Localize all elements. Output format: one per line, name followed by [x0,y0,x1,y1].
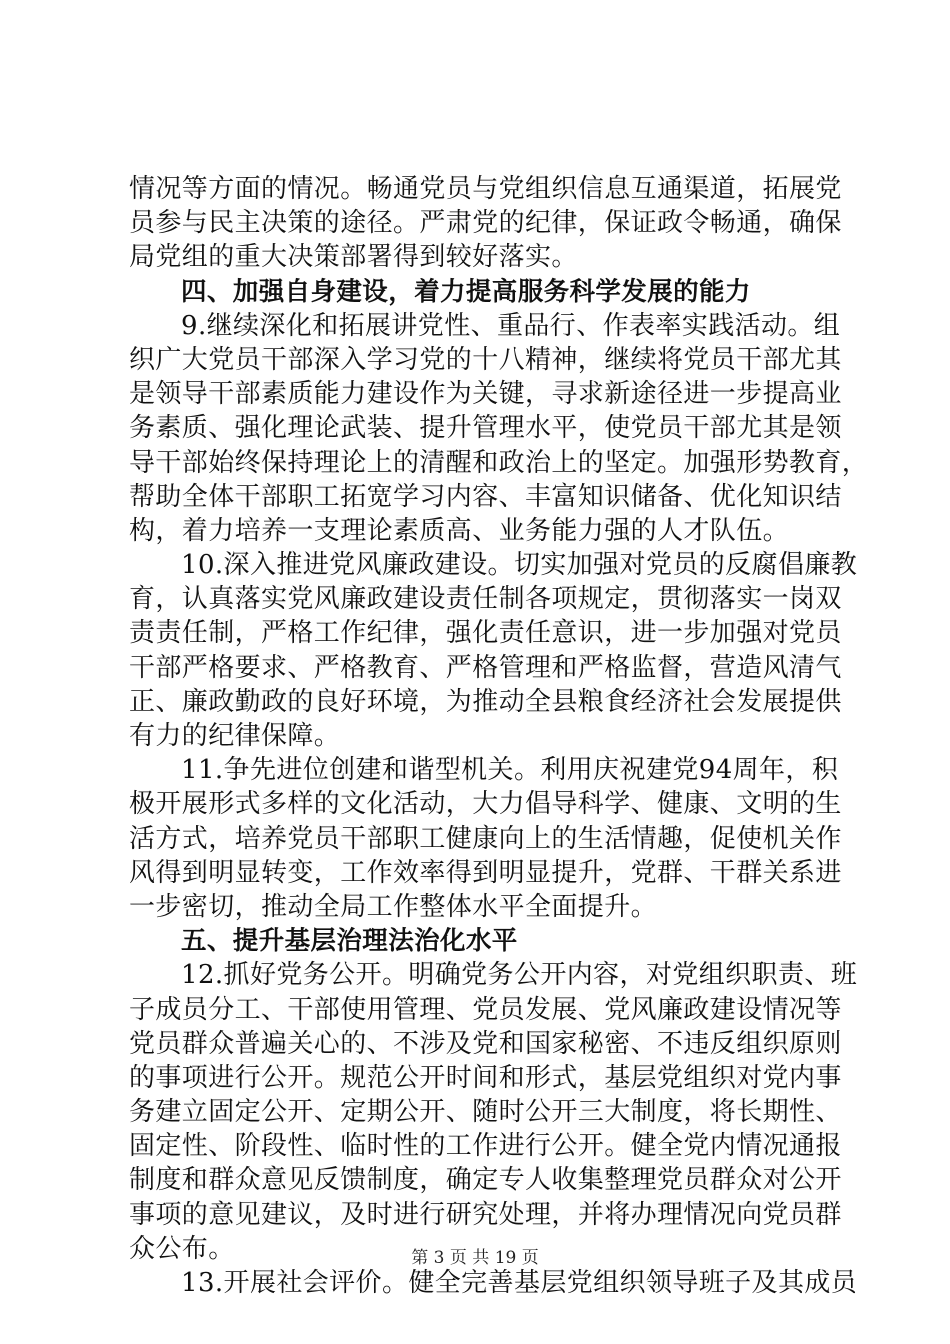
text-line: 制度和群众意见反馈制度，确定专人收集整理党员群众对公开 [129,1165,842,1196]
text-line: 构，着力培养一支理论素质高、业务能力强的人才队伍。 [129,515,790,546]
text-line: 众公布。 [129,1233,235,1264]
text-line: 13.开展社会评价。健全完善基层党组织领导班子及其成员 [181,1268,858,1298]
text-line: 12.抓好党务公开。明确党务公开内容，对党组织职责、班 [181,960,858,991]
text-line: 9.继续深化和拓展讲党性、重品行、作表率实践活动。组 [181,310,841,341]
text-line: 导干部始终保持理论上的清醒和政治上的坚定。加强形势教育， [129,447,869,478]
text-line: 情况等方面的情况。畅通党员与党组织信息互通渠道，拓展党 [129,174,842,204]
text-line: 事项的意见建议，及时进行研究处理，并将办理情况向党员群 [129,1199,842,1230]
text-line: 正、廉政勤政的良好环境，为推动全县粮食经济社会发展提供 [129,686,842,717]
text-line: 员参与民主决策的途径。严肃党的纪律，保证政令畅通，确保 [129,208,842,239]
paragraph [129,548,858,753]
text-line: 有力的纪律保障。 [129,721,341,751]
text-line: 织广大党员干部深入学习党的十八精神，继续将党员干部尤其 [129,344,842,375]
text-line: 10.深入推进党风廉政建设。切实加强对党员的反腐倡廉教 [181,550,858,581]
text-line: 的事项进行公开。规范公开时间和形式，基层党组织对党内事 [129,1062,842,1093]
text-line: 干部严格要求、严格教育、严格管理和严格监督，营造风清气 [129,652,842,683]
paragraph [129,172,842,275]
text-line: 活方式，培养党员干部职工健康向上的生活情趣，促使机关作 [129,823,842,854]
page-footer: 第 3 页 共 19 页 [411,1248,539,1268]
section-heading: 四、加强自身建设，着力提高服务科学发展的能力 [181,276,751,307]
text-line: 责责任制，严格工作纪律，强化责任意识，进一步加强对党员 [129,618,842,649]
text-line: 党员群众普遍关心的、不涉及党和国家秘密、不违反组织原则 [129,1028,842,1059]
text-line: 11.争先进位创建和谐型机关。利用庆祝建党94周年，积 [181,755,839,786]
text-line: 是领导干部素质能力建设作为关键，寻求新途径进一步提高业 [129,379,842,410]
text-line: 帮助全体干部职工拓宽学习内容、丰富知识储备、优化知识结 [129,481,842,512]
paragraph [129,309,869,548]
text-line: 一步密切，推动全局工作整体水平全面提升。 [129,891,658,922]
document-body [129,172,869,1300]
text-line: 务素质、强化理论武装、提升管理水平，使党员干部尤其是领 [129,413,842,444]
text-line: 风得到明显转变，工作效率得到明显提升，党群、干群关系进 [129,857,842,888]
text-line: 子成员分工、干部使用管理、党员发展、党风廉政建设情况等 [129,994,842,1025]
section-heading: 五、提升基层治理法治化水平 [181,926,518,957]
text-line: 务建立固定公开、定期公开、随时公开三大制度，将长期性、 [129,1097,842,1128]
paragraph [129,1266,858,1300]
text-line: 极开展形式多样的文化活动，大力倡导科学、健康、文明的生 [129,789,842,820]
paragraph [129,958,858,1266]
text-line: 固定性、阶段性、临时性的工作进行公开。健全党内情况通报 [129,1131,842,1162]
paragraph [129,753,842,924]
text-line: 局党组的重大决策部署得到较好落实。 [129,242,578,273]
text-line: 育，认真落实党风廉政建设责任制各项规定，贯彻落实一岗双 [129,584,842,615]
